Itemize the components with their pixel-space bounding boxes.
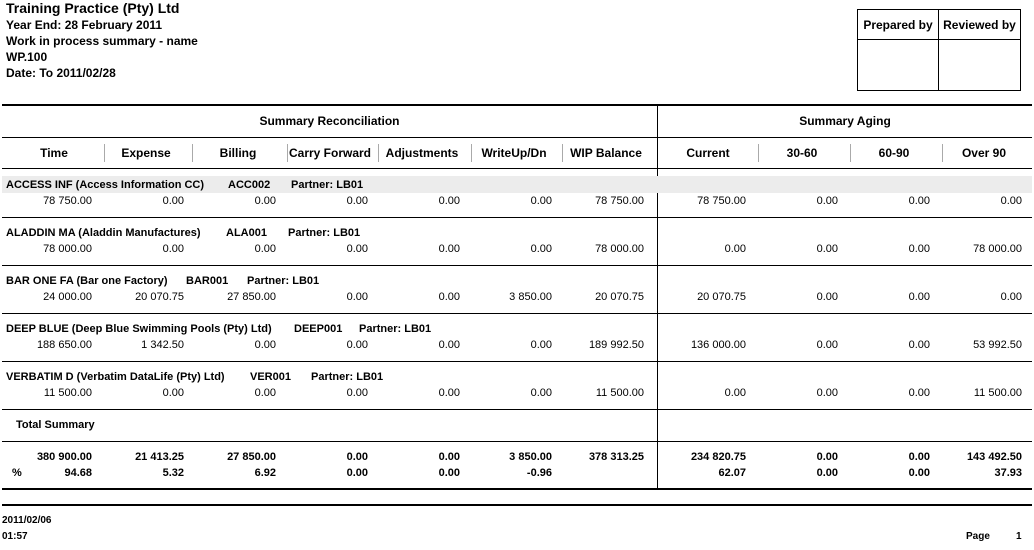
client-partner: Partner: LB01	[288, 227, 361, 239]
total-carry-forward: 0.00	[346, 451, 368, 463]
cell-billing: 0.00	[254, 243, 276, 255]
client-code: VER001	[250, 371, 291, 383]
group-summary-reconciliation: Summary Reconciliation	[259, 114, 400, 128]
cell-current: 136 000.00	[690, 339, 746, 351]
footer-date: 2011/02/06	[2, 515, 52, 526]
cell-current: 0.00	[724, 387, 746, 399]
cell-expense: 0.00	[162, 243, 184, 255]
cell-carry-forward: 0.00	[346, 339, 368, 351]
cell-wip-balance: 20 070.75	[595, 291, 644, 303]
pct-adjustments: 0.00	[438, 467, 460, 479]
row-divider	[2, 361, 1032, 362]
cell-carry-forward: 0.00	[346, 387, 368, 399]
cell-60-90: 0.00	[908, 339, 930, 351]
cell-carry-forward: 0.00	[346, 243, 368, 255]
table-bottom-rule	[2, 488, 1032, 490]
cell-expense: 20 070.75	[135, 291, 184, 303]
pct-60-90: 0.00	[908, 467, 930, 479]
date-range: Date: To 2011/02/28	[6, 66, 116, 80]
group-summary-aging: Summary Aging	[799, 114, 891, 128]
year-end: Year End: 28 February 2011	[6, 18, 163, 32]
client-code: ALA001	[226, 227, 267, 239]
pct-current: 62.07	[718, 467, 746, 479]
total-current: 234 820.75	[690, 451, 746, 463]
cell-wip-balance: 11 500.00	[595, 387, 644, 399]
footer-rule	[2, 504, 1032, 506]
cell-time: 24 000.00	[43, 291, 92, 303]
cell-writeup-dn: 0.00	[530, 339, 552, 351]
total-60-90: 0.00	[908, 451, 930, 463]
cell-time: 188 650.00	[36, 339, 92, 351]
col-writeup-dn: WriteUp/Dn	[481, 146, 547, 160]
client-code: DEEP001	[294, 323, 343, 335]
client-name: VERBATIM D (Verbatim DataLife (Pty) Ltd)	[6, 371, 225, 383]
total-expense: 21 413.25	[135, 451, 184, 463]
cell-current: 0.00	[724, 243, 746, 255]
column-header-rule	[2, 168, 1032, 169]
col-wip-balance: WIP Balance	[570, 146, 642, 160]
client-code: BAR001	[186, 275, 229, 287]
row-divider	[2, 313, 1032, 314]
cell-writeup-dn: 0.00	[530, 387, 552, 399]
pct-label: %	[12, 467, 22, 479]
page-number: 1	[1016, 531, 1022, 542]
cell-over-90: 11 500.00	[973, 387, 1022, 399]
cell-wip-balance: 78 750.00	[595, 195, 644, 207]
cell-time: 78 750.00	[43, 195, 92, 207]
cell-30-60: 0.00	[816, 387, 838, 399]
cell-over-90: 78 000.00	[973, 243, 1022, 255]
pct-time: 94.68	[64, 467, 92, 479]
cell-billing: 0.00	[254, 387, 276, 399]
cell-time: 78 000.00	[43, 243, 92, 255]
cell-adjustments: 0.00	[438, 291, 460, 303]
col-time: Time	[40, 146, 68, 160]
cell-adjustments: 0.00	[438, 339, 460, 351]
cell-time: 11 500.00	[43, 387, 92, 399]
cell-adjustments: 0.00	[438, 387, 460, 399]
cell-30-60: 0.00	[816, 243, 838, 255]
cell-billing: 0.00	[254, 339, 276, 351]
cell-30-60: 0.00	[816, 339, 838, 351]
total-wip-balance: 378 313.25	[588, 451, 644, 463]
col-current: Current	[686, 146, 730, 160]
total-time: 380 900.00	[36, 451, 92, 463]
pct-carry-forward: 0.00	[346, 467, 368, 479]
cell-writeup-dn: 0.00	[530, 243, 552, 255]
cell-60-90: 0.00	[908, 291, 930, 303]
total-30-60: 0.00	[816, 451, 838, 463]
prepared-by-label: Prepared by	[863, 18, 933, 32]
cell-adjustments: 0.00	[438, 195, 460, 207]
cell-30-60: 0.00	[816, 291, 838, 303]
cell-wip-balance: 78 000.00	[595, 243, 644, 255]
col-billing: Billing	[219, 146, 257, 160]
cell-30-60: 0.00	[816, 195, 838, 207]
cell-over-90: 53 992.50	[973, 339, 1022, 351]
pct-writeup-dn: -0.96	[526, 467, 552, 479]
page-label: Page	[966, 531, 990, 542]
client-partner: Partner: LB01	[359, 323, 432, 335]
pct-over-90: 37.93	[994, 467, 1022, 479]
cell-billing: 27 850.00	[227, 291, 276, 303]
footer-time: 01:57	[2, 531, 28, 542]
cell-carry-forward: 0.00	[346, 195, 368, 207]
col-60-90: 60-90	[878, 146, 910, 160]
cell-expense: 1 342.50	[141, 339, 184, 351]
col-adjustments: Adjustments	[385, 146, 459, 160]
cell-adjustments: 0.00	[438, 243, 460, 255]
cell-expense: 0.00	[162, 195, 184, 207]
client-name: DEEP BLUE (Deep Blue Swimming Pools (Pty) Ltd)	[6, 323, 272, 335]
cell-over-90: 0.00	[1000, 291, 1022, 303]
company-name: Training Practice (Pty) Ltd	[6, 0, 180, 16]
cell-wip-balance: 189 992.50	[588, 339, 644, 351]
cell-60-90: 0.00	[908, 195, 930, 207]
cell-writeup-dn: 0.00	[530, 195, 552, 207]
total-over-90: 143 492.50	[966, 451, 1022, 463]
row-divider	[2, 217, 1032, 218]
client-code: ACC002	[228, 179, 271, 191]
total-divider	[2, 441, 1032, 442]
client-name: ALADDIN MA (Aladdin Manufactures)	[6, 227, 201, 239]
report-title: Work in process summary - name	[6, 34, 198, 48]
total-adjustments: 0.00	[438, 451, 460, 463]
total-summary-label: Total Summary	[16, 419, 95, 431]
signoff-box	[857, 9, 1021, 91]
cell-carry-forward: 0.00	[346, 291, 368, 303]
report-ref: WP.100	[6, 50, 48, 64]
cell-expense: 0.00	[162, 387, 184, 399]
cell-writeup-dn: 3 850.00	[509, 291, 552, 303]
client-partner: Partner: LB01	[291, 179, 364, 191]
row-divider	[2, 409, 1032, 410]
reviewed-by-label: Reviewed by	[943, 18, 1016, 32]
cell-current: 78 750.00	[697, 195, 746, 207]
col-over-90: Over 90	[961, 146, 1007, 160]
cell-billing: 0.00	[254, 195, 276, 207]
client-name: BAR ONE FA (Bar one Factory)	[6, 275, 168, 287]
pct-billing: 6.92	[254, 467, 276, 479]
total-billing: 27 850.00	[227, 451, 276, 463]
col-carry-forward: Carry Forward	[288, 146, 372, 160]
cell-current: 20 070.75	[697, 291, 746, 303]
client-partner: Partner: LB01	[311, 371, 384, 383]
col-30-60: 30-60	[786, 146, 818, 160]
top-rule	[2, 104, 1032, 106]
total-writeup-dn: 3 850.00	[509, 451, 552, 463]
pct-30-60: 0.00	[816, 467, 838, 479]
client-partner: Partner: LB01	[247, 275, 320, 287]
cell-over-90: 0.00	[1000, 195, 1022, 207]
cell-60-90: 0.00	[908, 243, 930, 255]
group-header-rule	[2, 137, 1032, 138]
client-name: ACCESS INF (Access Information CC)	[6, 179, 205, 191]
cell-60-90: 0.00	[908, 387, 930, 399]
row-divider	[2, 265, 1032, 266]
pct-expense: 5.32	[162, 467, 184, 479]
col-expense: Expense	[121, 146, 171, 160]
